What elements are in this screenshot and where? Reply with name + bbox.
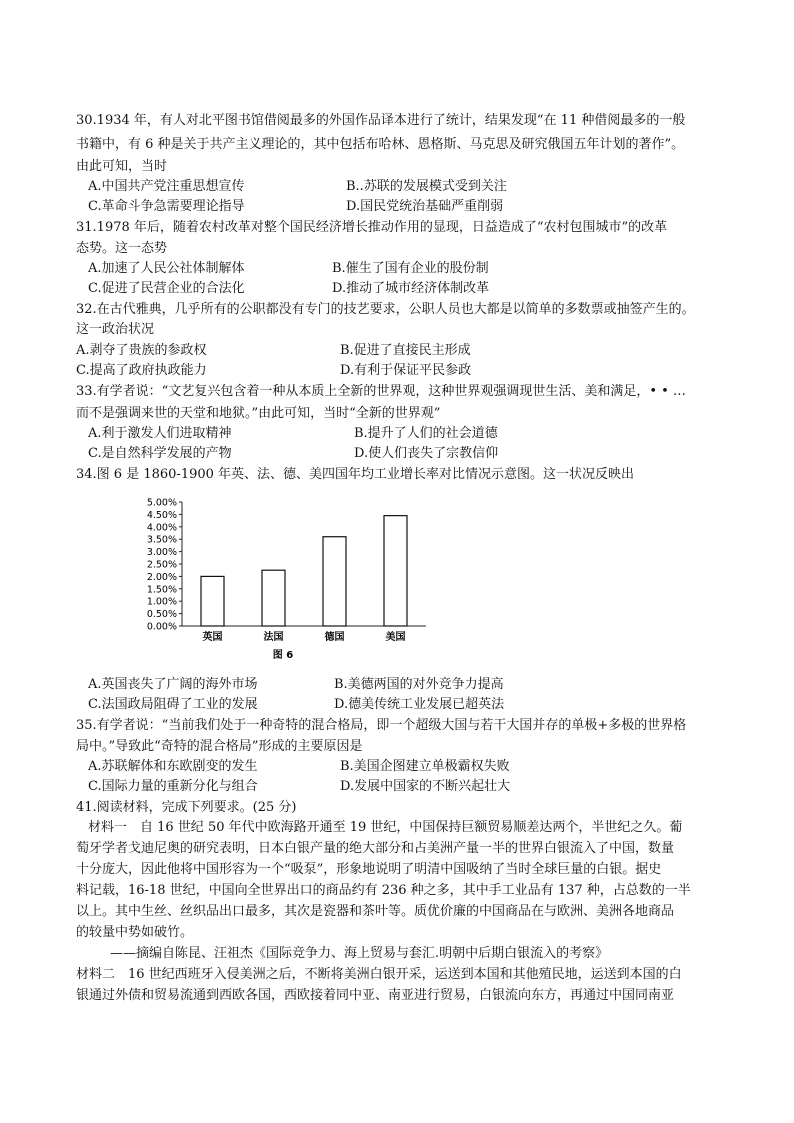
q34-stem: 34.图 6 是 1860-1900 年英、法、德、美四国年均工业增长率对比情况示意图。这一状况反映出 — [76, 467, 635, 482]
q34-option-a: A.英国丧失了广阔的海外市场 — [88, 677, 258, 692]
x-tick-label: 德国 — [324, 632, 345, 643]
y-tick-label: 0.00% — [146, 621, 177, 633]
q34-option-b: B.美德两国的对外竞争力提高 — [334, 677, 504, 692]
q35-stem-line-2: 局中。”导致此“奇特的混合格局”形成的主要原因是 — [76, 739, 363, 754]
material2-line-2: 银通过外债和贸易流通到西欧各国，西欧接着同中亚、南亚进行贸易，白银流向东方，再通过中国同南亚 — [76, 988, 675, 1003]
q34-option-c: C.法国政局阻碍了工业的发展 — [88, 697, 258, 712]
q30-option-c: C.革命斗争急需要理论指导 — [88, 199, 245, 214]
y-tick-label: 3.50% — [146, 534, 177, 546]
q31-option-b: B.催生了国有企业的股份制 — [332, 261, 489, 276]
q35-option-a: A.苏联解体和东欧剧变的发生 — [88, 759, 258, 774]
x-tick-label: 法国 — [263, 632, 284, 643]
y-tick-label: 2.00% — [146, 571, 177, 583]
q35-option-d: D.发展中国家的不断兴起壮大 — [340, 779, 511, 794]
q32-option-a: A.剥夺了贵族的参政权 — [76, 343, 207, 358]
q32-stem-line-1: 32.在古代雅典，几乎所有的公职都没有专门的技艺要求，公职人员也大都是以简单的多数票或抽签产生的。 — [76, 302, 695, 317]
material1-line-3: 十分庞大，因此他将中国形容为一个“吸泵”，形象地说明了明清中国吸纳了当时全球巨量的白银。据史 — [76, 862, 662, 877]
growth-rate-bar-chart — [136, 492, 466, 662]
q33-option-a: A.利于激发人们进取精神 — [88, 426, 232, 441]
y-tick-label: 3.00% — [146, 547, 177, 559]
q30-stem-line-3: 由此可知，当时 — [76, 159, 168, 174]
y-tick-label: 1.50% — [146, 584, 177, 596]
q32-option-b: B.促进了直接民主形成 — [340, 343, 471, 358]
material1-line-4: 料记载，16-18 世纪，中国向全世界出口的商品约有 236 种之多，其中手工业品有 137 种，占总数的一半 — [76, 883, 691, 898]
bar-1 — [262, 570, 285, 626]
y-tick-label: 4.50% — [146, 509, 177, 521]
y-tick-label: 4.00% — [146, 522, 177, 534]
bar-3 — [384, 516, 407, 626]
y-tick-label: 0.50% — [146, 609, 177, 621]
material1-line-1: 材料一 自 16 世纪 50 年代中欧海路开通至 19 世纪，中国保持巨额贸易顺差达两个，半世纪之久。葡 — [88, 820, 683, 835]
material1-source: ——摘编自陈昆、汪祖杰《国际竞争力、海上贸易与套汇.明朝中后期白银流入的考察》 — [110, 946, 609, 961]
material2-line-1: 材料二 16 世纪西班牙入侵美洲之后，不断将美洲白银开采，运送到本国和其他殖民地，运送到本国的白 — [76, 967, 682, 982]
q41-heading: 41.阅读材料，完成下列要求。(25 分) — [76, 800, 297, 815]
q32-option-c: C.提高了政府执政能力 — [76, 363, 207, 378]
q31-stem-line-2: 态势。这一态势 — [76, 241, 168, 256]
y-tick-label: 2.50% — [146, 559, 177, 571]
bar-2 — [323, 537, 346, 626]
q30-stem-line-2: 书籍中，有 6 种是关于共产主义理论的，其中包括布哈林、恩格斯、马克思及研究俄国五年计划的著作”。 — [76, 137, 685, 152]
q35-option-b: B.美国企图建立单极霸权失败 — [340, 759, 510, 774]
q31-stem-line-1: 31.1978 年后，随着农村改革对整个国民经济增长推动作用的显现，日益造成了“农村包围城市”的改革 — [76, 220, 668, 235]
material1-line-6: 的较量中势如破竹。 — [76, 925, 194, 940]
q35-stem-line-1: 35.有学者说：“当前我们处于一种奇特的混合格局，即一个超级大国与若干大国并存的单极+多极的世界格 — [76, 718, 687, 733]
q31-option-c: C.促进了民营企业的合法化 — [88, 281, 245, 296]
q30-option-d: D.国民党统治基础严重削弱 — [346, 199, 504, 214]
q30-stem-line-1: 30.1934 年，有人对北平图书馆借阅最多的外国作品译本进行了统计，结果发现“在 11 种借阅最多的一般 — [76, 113, 686, 128]
q31-option-a: A.加速了人民公社体制解体 — [88, 261, 245, 276]
q33-option-b: B.提升了人们的社会道德 — [354, 426, 498, 441]
q33-option-c: C.是自然科学发展的产物 — [88, 446, 232, 461]
q30-option-a: A.中国共产党注重思想宣传 — [88, 179, 245, 194]
x-tick-label: 美国 — [385, 632, 406, 643]
q31-option-d: D.推动了城市经济体制改革 — [332, 281, 490, 296]
material1-line-2: 萄牙学者戈迪尼奥的研究表明，日本白银产量的绝大部分和占美洲产量一半的世界白银流入了中国，数量 — [76, 841, 675, 856]
q32-option-d: D.有利于保证平民参政 — [340, 363, 472, 378]
material1-line-5: 以上。其中生丝、丝织品出口最多，其次是瓷器和茶叶等。质优价廉的中国商品在与欧洲、美洲各地商品 — [76, 904, 675, 919]
q33-stem-line-2: 而不是强调来世的天堂和地狱。”由此可知，当时“全新的世界观” — [76, 406, 441, 421]
q33-stem-line-1: 33.有学者说：“文艺复兴包含着一种从本质上全新的世界观，这种世界观强调现世生活、美和满足，• • … — [76, 384, 686, 399]
q35-option-c: C.国际力量的重新分化与组合 — [88, 779, 258, 794]
x-tick-label: 英国 — [202, 632, 223, 643]
q34-option-d: D.德美传统工业发展已超英法 — [334, 697, 505, 712]
q30-option-b: B..苏联的发展模式受到关注 — [346, 179, 507, 194]
q33-option-d: D.使人们丧失了宗教信仰 — [354, 446, 499, 461]
y-tick-label: 1.00% — [146, 596, 177, 608]
q32-stem-line-2: 这一政治状况 — [76, 322, 155, 337]
y-tick-label: 5.00% — [146, 497, 177, 509]
figure-caption: 图 6 — [272, 650, 294, 661]
bar-0 — [201, 576, 224, 626]
